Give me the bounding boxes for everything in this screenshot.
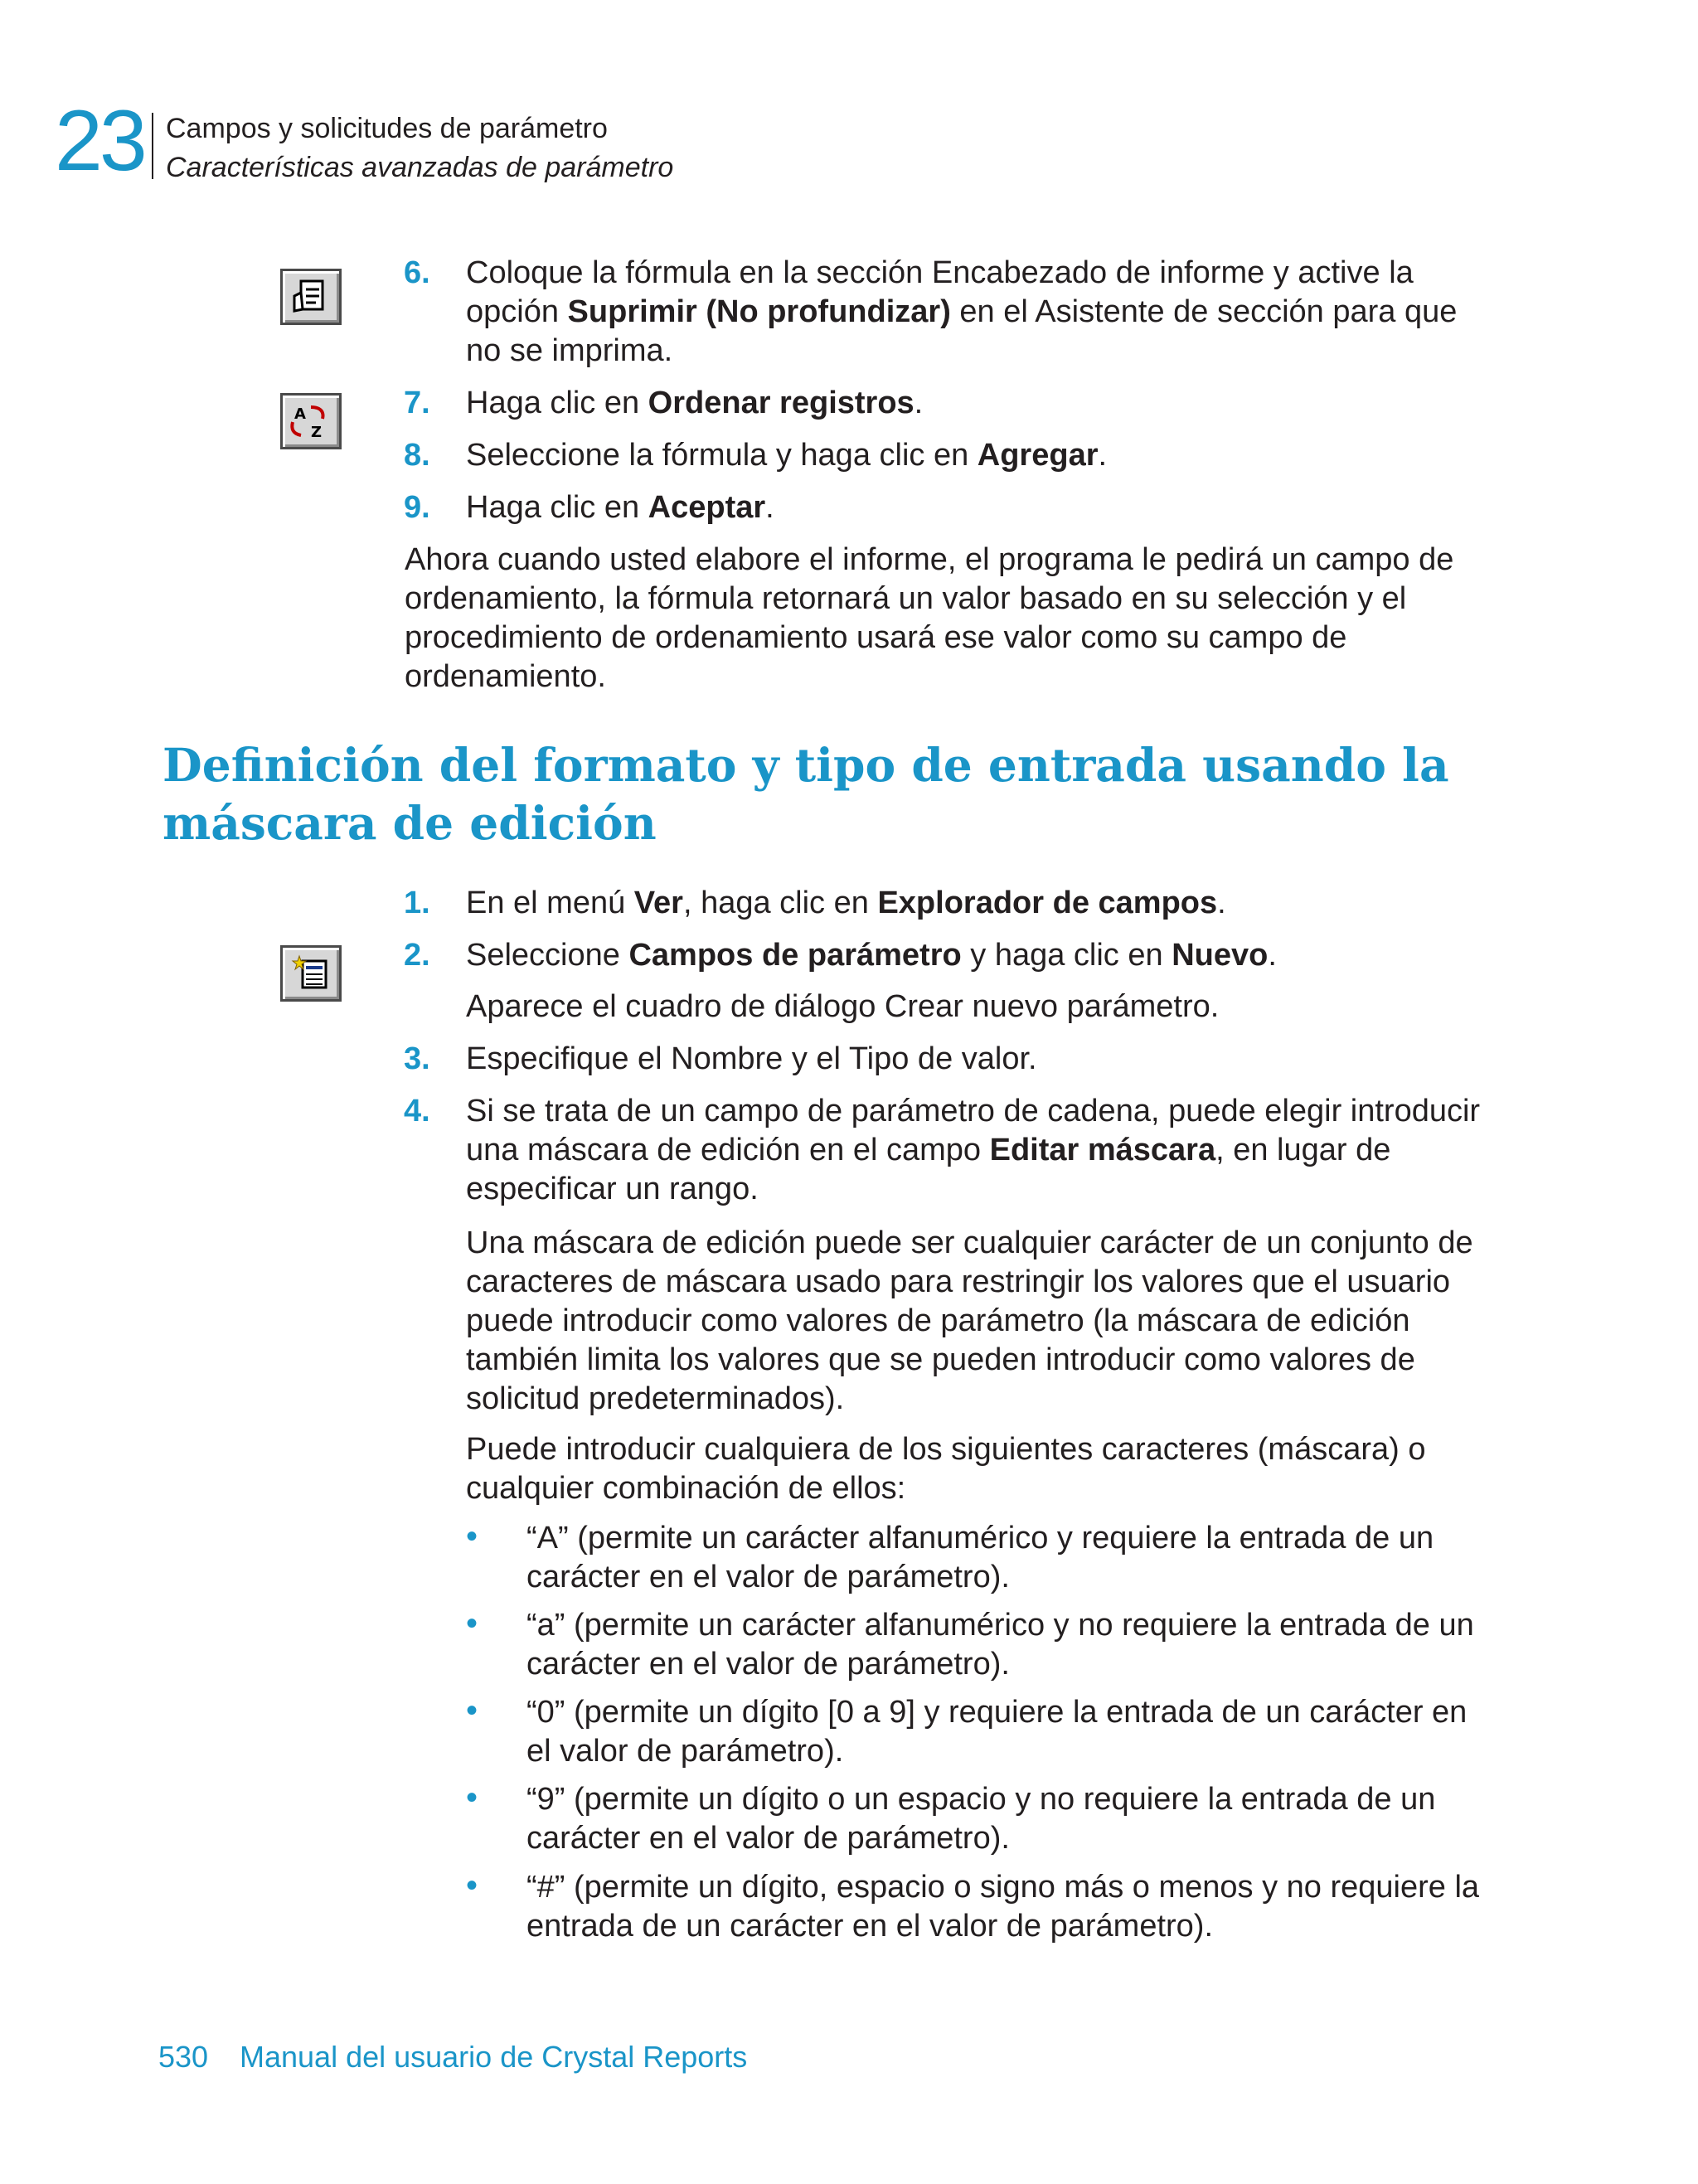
bullet-icon: • [466,1867,478,1904]
bullet-text-line: “#” (permite un dígito, espacio o signo más o menos y no requiere la [526,1870,1480,1905]
step-text-line: no se imprima. [466,333,673,368]
paragraph-line: ordenamiento. [405,659,606,694]
bullet-text-line: el valor de parámetro). [526,1734,844,1769]
step-text-line: Seleccione Campos de parámetro y haga clic en Nuevo. [466,938,1277,973]
step-number: 1. [404,886,430,920]
step-text-line: especificar un rango. [466,1172,759,1206]
step-text-line: una máscara de edición en el campo Editar máscara, en lugar de [466,1133,1391,1167]
heading-line: Definición del formato y tipo de entrada usando la [163,738,1449,792]
bullet-text-line: carácter en el valor de parámetro). [526,1821,1010,1856]
step-text-line: Especifique el Nombre y el Tipo de valor. [466,1041,1037,1076]
bullet-text-line: “A” (permite un carácter alfanumérico y requiere la entrada de un [526,1521,1434,1555]
step-text-line: opción Suprimir (No profundizar) en el Asistente de sección para que [466,294,1458,329]
paragraph-line: solicitud predeterminados). [466,1381,845,1416]
paragraph-line: procedimiento de ordenamiento usará ese valor como su campo de [405,620,1347,655]
chapter-divider [152,113,153,179]
bullet-text-line: entrada de un carácter en el valor de parámetro). [526,1909,1214,1944]
step-number: 6. [404,255,430,290]
sort-records-icon [280,393,342,449]
section-expert-icon [280,269,342,325]
paragraph-line: Ahora cuando usted elabore el informe, el programa le pedirá un campo de [405,542,1454,577]
step-number: 3. [404,1041,430,1076]
bullet-text-line: carácter en el valor de parámetro). [526,1560,1010,1594]
chapter-title: Campos y solicitudes de parámetro [166,113,608,144]
paragraph-line: caracteres de máscara usado para restringir los valores que el usuario [466,1264,1451,1299]
step-text-line: Haga clic en Aceptar. [466,490,774,525]
paragraph-line: ordenamiento, la fórmula retornará un valor basado en su selección y el [405,581,1407,616]
bullet-text-line: “0” (permite un dígito [0 a 9] y requiere la entrada de un carácter en [526,1695,1468,1730]
step-text-line: En el menú Ver, haga clic en Explorador de campos. [466,886,1226,920]
svg-text:Z: Z [311,424,323,441]
bullet-text-line: carácter en el valor de parámetro). [526,1647,1010,1682]
svg-text:A: A [294,405,306,423]
paragraph-line: también limita los valores que se pueden introducir como valores de [466,1342,1415,1377]
bullet-text-line: “a” (permite un carácter alfanumérico y no requiere la entrada de un [526,1608,1474,1643]
step-text-line: Aparece el cuadro de diálogo Crear nuevo parámetro. [466,989,1220,1024]
new-parameter-field-icon [280,945,342,1002]
step-number: 7. [404,386,430,420]
paragraph-line: Una máscara de edición puede ser cualquier carácter de un conjunto de [466,1225,1473,1260]
bullet-text-line: “9” (permite un dígito o un espacio y no requiere la entrada de un [526,1782,1436,1817]
bullet-icon: • [466,1605,478,1642]
step-number: 9. [404,490,430,525]
paragraph-line: puede introducir como valores de parámetro (la máscara de edición [466,1303,1410,1338]
bullet-icon: • [466,1518,478,1555]
section-title: Características avanzadas de parámetro [166,152,674,183]
page-number: 530 [158,2040,209,2074]
paragraph-line: Puede introducir cualquiera de los siguientes caracteres (máscara) o [466,1432,1426,1467]
bullet-icon: • [466,1779,478,1816]
bullet-icon: • [466,1692,478,1729]
book-title: Manual del usuario de Crystal Reports [240,2040,748,2074]
heading-line: máscara de edición [163,796,657,850]
step-number: 4. [404,1094,430,1128]
chapter-number: 23 [55,93,144,189]
step-number: 8. [404,438,430,473]
paragraph-line: cualquier combinación de ellos: [466,1471,906,1506]
step-text-line: Coloque la fórmula en la sección Encabezado de informe y active la [466,255,1414,290]
step-text-line: Haga clic en Ordenar registros. [466,386,924,420]
step-text-line: Si se trata de un campo de parámetro de cadena, puede elegir introducir [466,1094,1481,1128]
step-number: 2. [404,938,430,973]
step-text-line: Seleccione la fórmula y haga clic en Agregar. [466,438,1108,473]
